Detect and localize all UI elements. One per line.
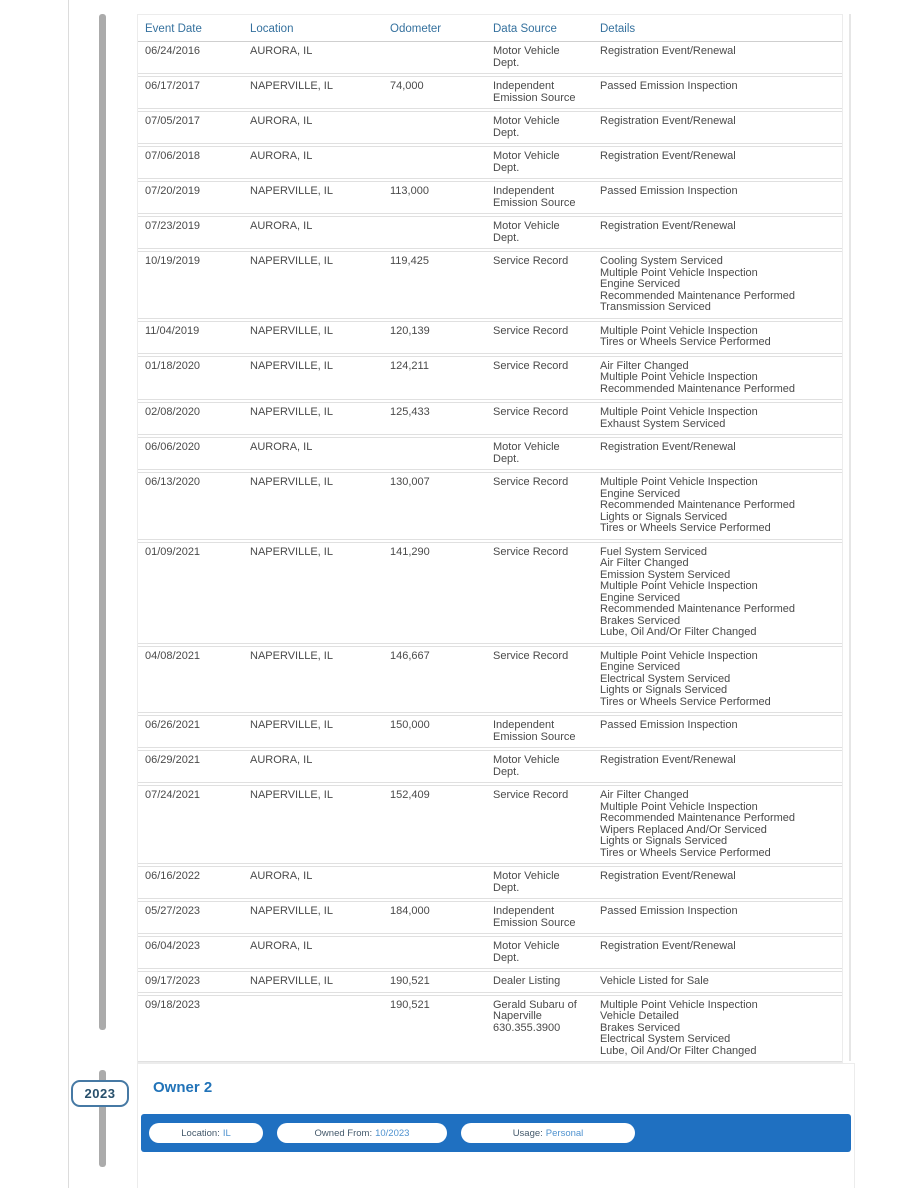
event-date-cell: 09/17/2023: [145, 975, 201, 987]
location-cell: NAPERVILLE, IL: [250, 476, 333, 488]
detail-line: Transmission Serviced: [600, 301, 711, 313]
table-row: [138, 181, 842, 214]
event-date-cell: 07/20/2019: [145, 185, 201, 197]
details-cell: [600, 326, 834, 349]
table-row: [138, 356, 842, 401]
event-date-cell: 01/09/2021: [145, 545, 201, 558]
location-cell: NAPERVILLE, IL: [250, 975, 333, 987]
location-cell: AURORA, IL: [250, 441, 313, 453]
data-source-cell: Independent Emission Source: [493, 719, 576, 743]
data-source-cell: Motor Vehicle Dept.: [493, 150, 560, 174]
owner-section-title: Owner 2: [153, 1079, 213, 1096]
location-cell: NAPERVILLE, IL: [250, 649, 333, 662]
data-source-cell: Dealer Listing: [493, 975, 561, 987]
owner-badge-label: Usage:: [512, 1127, 543, 1139]
location-cell: NAPERVILLE, IL: [250, 789, 333, 801]
data-source-cell: Gerald Subaru of Naperville 630.355.3900: [493, 998, 577, 1034]
owner-badges-bar: [141, 1114, 851, 1152]
owner-section-card: [137, 1063, 855, 1188]
table-row: [138, 437, 842, 470]
odometer-cell: [390, 221, 493, 244]
detail-line: Vehicle Detailed: [600, 1010, 679, 1022]
details-cell: [600, 407, 834, 430]
odometer-cell: 120,139: [390, 324, 430, 337]
detail-line: Lights or Signals Serviced: [600, 684, 728, 696]
event-date-cell: 07/05/2017: [145, 115, 201, 127]
detail-line: Registration Event/Renewal: [600, 45, 736, 57]
detail-line: Wipers Replaced And/Or Serviced: [600, 823, 767, 836]
event-date-cell: 06/06/2020: [145, 441, 201, 453]
detail-line: Passed Emission Inspection: [600, 905, 738, 917]
details-cell: [600, 477, 834, 535]
location-cell: AURORA, IL: [250, 150, 313, 162]
detail-line: Electrical System Serviced: [600, 1033, 731, 1045]
details-cell: [600, 361, 834, 396]
details-cell: [600, 790, 834, 859]
event-date-cell: 06/29/2021: [145, 754, 201, 766]
location-cell: NAPERVILLE, IL: [250, 185, 333, 197]
table-header-cell: Details: [600, 23, 636, 35]
detail-line: Lube, Oil And/Or Filter Changed: [600, 626, 757, 638]
odometer-cell: [390, 442, 493, 465]
odometer-cell: 150,000: [390, 719, 430, 731]
odometer-cell: 125,433: [390, 406, 430, 418]
left-page-rule: [68, 0, 69, 1188]
odometer-cell: 184,000: [390, 905, 430, 917]
detail-line: Brakes Serviced: [600, 1021, 681, 1034]
event-date-cell: 07/23/2019: [145, 220, 201, 232]
detail-line: Air Filter Changed: [600, 789, 689, 801]
odometer-cell: [390, 46, 493, 69]
data-source-cell: Service Record: [493, 476, 569, 488]
details-cell: [600, 1000, 834, 1058]
table-row: [138, 472, 842, 540]
detail-line: Passed Emission Inspection: [600, 185, 738, 197]
detail-line: Recommended Maintenance Performed: [600, 289, 796, 302]
event-date-cell: 09/18/2023: [145, 998, 201, 1011]
data-source-cell: Independent Emission Source: [493, 905, 576, 929]
detail-line: Recommended Maintenance Performed: [600, 499, 796, 511]
details-cell: [600, 755, 834, 778]
table-row: [138, 936, 842, 969]
detail-line: Lights or Signals Serviced: [600, 835, 728, 847]
odometer-cell: [390, 151, 493, 174]
detail-line: Registration Event/Renewal: [600, 940, 736, 952]
details-cell: [600, 976, 834, 988]
table-body: [138, 42, 842, 1062]
event-date-cell: 11/04/2019: [145, 324, 200, 337]
detail-line: Tires or Wheels Service Performed: [600, 695, 771, 708]
odometer-cell: [390, 116, 493, 139]
detail-line: Passed Emission Inspection: [600, 719, 738, 731]
odometer-cell: 113,000: [390, 185, 429, 197]
table-row: [138, 542, 842, 644]
detail-line: Recommended Maintenance Performed: [600, 812, 796, 824]
owner-badge-value: IL: [222, 1127, 231, 1139]
event-date-cell: 02/08/2020: [145, 406, 201, 418]
event-date-cell: 06/13/2020: [145, 476, 201, 488]
odometer-cell: 146,667: [390, 649, 430, 662]
data-source-cell: Service Record: [493, 789, 569, 801]
table-row: [138, 901, 842, 934]
odometer-cell: 152,409: [390, 789, 430, 801]
table-row: [138, 111, 842, 144]
detail-line: Registration Event/Renewal: [600, 115, 736, 127]
owner-badge-value: 10/2023: [375, 1127, 410, 1139]
event-date-cell: 10/19/2019: [145, 255, 201, 267]
table-row: [138, 146, 842, 179]
table-row: [138, 866, 842, 899]
table-row: [138, 971, 842, 993]
event-date-cell: 06/24/2016: [145, 45, 201, 57]
table-header-row: [138, 15, 842, 42]
data-source-cell: Service Record: [493, 255, 569, 267]
table-row: [138, 402, 842, 435]
detail-line: Passed Emission Inspection: [600, 80, 738, 92]
detail-line: Brakes Serviced: [600, 614, 681, 627]
table-row: [138, 646, 842, 714]
table-row: [138, 251, 842, 319]
data-source-cell: Independent Emission Source: [493, 80, 576, 104]
odometer-cell: 190,521: [390, 975, 430, 987]
detail-line: Recommended Maintenance Performed: [600, 382, 796, 395]
event-date-cell: 06/26/2021: [145, 719, 201, 731]
details-cell: [600, 81, 834, 104]
detail-line: Registration Event/Renewal: [600, 220, 736, 232]
detail-line: Multiple Point Vehicle Inspection: [600, 324, 758, 337]
owner-badge-value: Personal: [545, 1127, 584, 1139]
history-table-card: [137, 14, 843, 1063]
detail-line: Multiple Point Vehicle Inspection: [600, 800, 758, 813]
table-header-cell: Data Source: [493, 23, 557, 35]
detail-line: Air Filter Changed: [600, 557, 689, 569]
event-date-cell: 07/24/2021: [145, 789, 201, 801]
data-source-cell: Motor Vehicle Dept.: [493, 45, 560, 69]
event-date-cell: 01/18/2020: [145, 359, 201, 372]
detail-line: Multiple Point Vehicle Inspection: [600, 406, 758, 418]
event-date-cell: 04/08/2021: [145, 649, 201, 662]
detail-line: Multiple Point Vehicle Inspection: [600, 476, 758, 488]
location-cell: NAPERVILLE, IL: [250, 324, 333, 337]
detail-line: Registration Event/Renewal: [600, 150, 736, 162]
table-header-cell: Location: [250, 23, 294, 35]
location-cell: AURORA, IL: [250, 45, 313, 57]
odometer-cell: 119,425: [390, 255, 429, 267]
owner-badge-label: Owned From:: [314, 1127, 373, 1139]
data-source-cell: Motor Vehicle Dept.: [493, 115, 560, 139]
event-date-cell: 06/04/2023: [145, 940, 201, 952]
detail-line: Cooling System Serviced: [600, 255, 723, 267]
detail-line: Engine Serviced: [600, 278, 681, 290]
event-date-cell: 07/06/2018: [145, 150, 201, 162]
owner-info-badge: [277, 1123, 447, 1143]
detail-line: Lube, Oil And/Or Filter Changed: [600, 1044, 757, 1057]
detail-line: Tires or Wheels Service Performed: [600, 336, 771, 348]
location-cell: AURORA, IL: [250, 940, 313, 952]
details-cell: [600, 941, 834, 964]
detail-line: Tires or Wheels Service Performed: [600, 522, 771, 534]
owner-info-badge: [149, 1123, 263, 1143]
location-cell: AURORA, IL: [250, 870, 313, 882]
location-cell: AURORA, IL: [250, 115, 313, 127]
details-cell: [600, 116, 834, 139]
detail-line: Recommended Maintenance Performed: [600, 603, 796, 615]
details-cell: [600, 221, 834, 244]
data-source-cell: Service Record: [493, 649, 569, 662]
detail-line: Multiple Point Vehicle Inspection: [600, 649, 758, 662]
table-row: [138, 785, 842, 864]
detail-line: Multiple Point Vehicle Inspection: [600, 580, 758, 592]
detail-line: Air Filter Changed: [600, 359, 689, 372]
table-header-cell: Odometer: [390, 23, 442, 35]
owner-badge-label: Location:: [181, 1127, 220, 1139]
detail-line: Multiple Point Vehicle Inspection: [600, 371, 758, 383]
detail-line: Registration Event/Renewal: [600, 441, 736, 453]
detail-line: Multiple Point Vehicle Inspection: [600, 266, 758, 279]
details-cell: [600, 906, 834, 929]
location-cell: NAPERVILLE, IL: [250, 545, 333, 558]
details-cell: [600, 442, 834, 465]
details-cell: [600, 651, 834, 709]
data-source-cell: Service Record: [493, 324, 569, 337]
data-source-cell: Service Record: [493, 545, 569, 558]
odometer-cell: 190,521: [390, 998, 430, 1011]
data-source-cell: Motor Vehicle Dept.: [493, 220, 560, 244]
odometer-cell: 74,000: [390, 80, 424, 92]
location-cell: NAPERVILLE, IL: [250, 359, 333, 372]
details-cell: [600, 720, 834, 743]
timeline-bar-upper: [99, 14, 106, 1030]
data-source-cell: Motor Vehicle Dept.: [493, 441, 560, 465]
table-row: [138, 76, 842, 109]
data-source-cell: Motor Vehicle Dept.: [493, 940, 560, 964]
odometer-cell: [390, 871, 493, 894]
odometer-cell: [390, 941, 493, 964]
detail-line: Multiple Point Vehicle Inspection: [600, 998, 758, 1011]
detail-line: Engine Serviced: [600, 661, 681, 673]
details-cell: [600, 871, 834, 894]
table-row: [138, 750, 842, 783]
location-cell: NAPERVILLE, IL: [250, 905, 333, 917]
data-source-cell: Independent Emission Source: [493, 185, 576, 209]
detail-line: Tires or Wheels Service Performed: [600, 846, 771, 859]
detail-line: Registration Event/Renewal: [600, 870, 736, 882]
location-cell: [250, 1000, 390, 1058]
table-row: [138, 42, 842, 74]
table-row: [138, 715, 842, 748]
table-header-cell: Event Date: [145, 23, 202, 35]
details-cell: [600, 151, 834, 174]
event-date-cell: 06/16/2022: [145, 870, 201, 882]
table-row: [138, 216, 842, 249]
details-cell: [600, 256, 834, 314]
location-cell: NAPERVILLE, IL: [250, 80, 333, 92]
owner-info-badge: [461, 1123, 635, 1143]
data-source-cell: Service Record: [493, 406, 569, 418]
detail-line: Electrical System Serviced: [600, 672, 731, 685]
detail-line: Fuel System Serviced: [600, 545, 707, 558]
location-cell: AURORA, IL: [250, 754, 313, 766]
details-cell: [600, 547, 834, 639]
data-source-cell: Motor Vehicle Dept.: [493, 754, 560, 778]
table-right-edge-line: [849, 14, 851, 1061]
detail-line: Vehicle Listed for Sale: [600, 975, 709, 987]
details-cell: [600, 46, 834, 69]
detail-line: Engine Serviced: [600, 591, 681, 604]
table-row: [138, 321, 842, 354]
detail-line: Lights or Signals Serviced: [600, 510, 728, 523]
location-cell: NAPERVILLE, IL: [250, 406, 333, 418]
detail-line: Registration Event/Renewal: [600, 754, 736, 766]
event-date-cell: 05/27/2023: [145, 905, 201, 917]
data-source-cell: Motor Vehicle Dept.: [493, 870, 560, 894]
location-cell: AURORA, IL: [250, 220, 313, 232]
detail-line: Exhaust System Serviced: [600, 417, 726, 430]
location-cell: NAPERVILLE, IL: [250, 719, 333, 731]
odometer-cell: 141,290: [390, 545, 430, 558]
odometer-cell: 130,007: [390, 476, 430, 488]
table-row: [138, 995, 842, 1063]
event-date-cell: 06/17/2017: [145, 80, 201, 92]
location-cell: NAPERVILLE, IL: [250, 255, 333, 267]
detail-line: Engine Serviced: [600, 487, 681, 500]
odometer-cell: [390, 755, 493, 778]
detail-line: Emission System Serviced: [600, 568, 731, 581]
timeline-year-badge: 2023: [71, 1080, 129, 1107]
odometer-cell: 124,211: [390, 359, 429, 372]
details-cell: [600, 186, 834, 209]
data-source-cell: Service Record: [493, 359, 569, 372]
